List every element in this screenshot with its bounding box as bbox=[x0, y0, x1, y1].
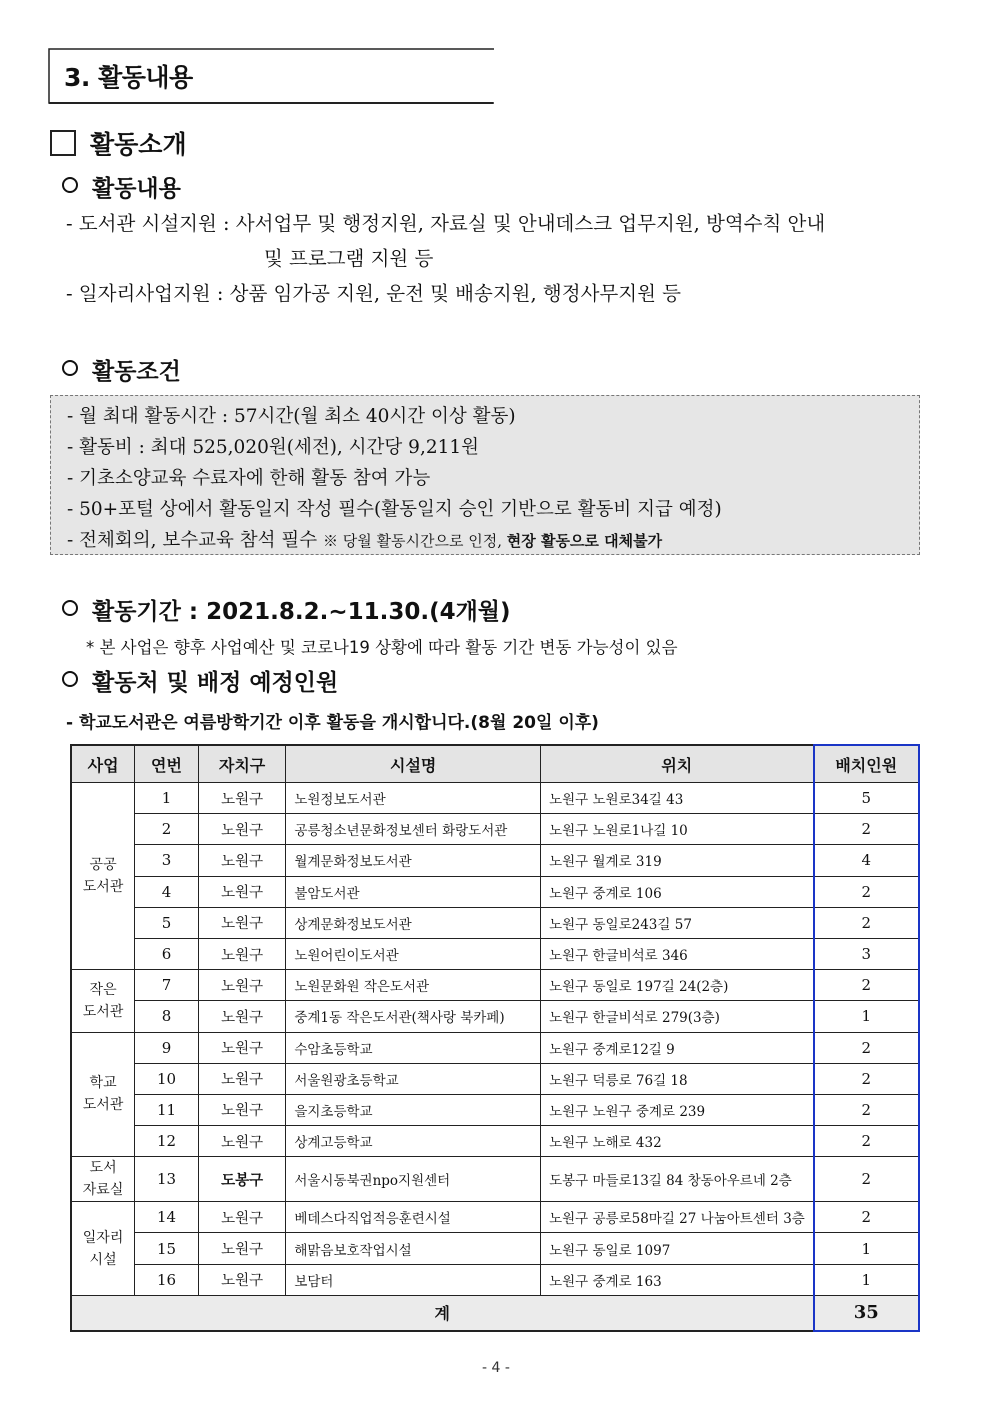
places-subnote: - 학교도서관은 여름방학기간 이후 활동을 개시합니다.(8월 20일 이후) bbox=[66, 713, 599, 733]
row-location: 노원구 한글비석로 279(3층) bbox=[541, 1001, 814, 1032]
row-location: 노원구 노원로34길 43 bbox=[541, 783, 814, 814]
row-facility: 서울원광초등학교 bbox=[286, 1063, 541, 1094]
row-no: 3 bbox=[135, 845, 199, 876]
row-district: 노원구 bbox=[198, 1202, 285, 1233]
row-location: 노원구 동일로243길 57 bbox=[541, 907, 814, 938]
page-number: - 4 - bbox=[482, 1360, 510, 1376]
content-heading: 활동내용 bbox=[62, 170, 181, 203]
row-location: 노원구 공릉로58마길 27 나눔아트센터 3층 bbox=[541, 1202, 814, 1233]
table-header-row bbox=[71, 745, 919, 783]
row-district: 노원구 bbox=[198, 1233, 285, 1264]
group-label: 시설 bbox=[89, 1251, 117, 1268]
group-label: 도서관 bbox=[82, 879, 124, 896]
row-facility: 해맑음보호작업시설 bbox=[286, 1233, 541, 1264]
row-district: 노원구 bbox=[198, 1126, 285, 1157]
table-row bbox=[71, 1001, 919, 1032]
table-row bbox=[71, 1157, 919, 1202]
header-count: 배치인원 bbox=[814, 745, 919, 783]
row-location: 노원구 중계로 163 bbox=[541, 1264, 814, 1295]
row-facility: 월계문화정보도서관 bbox=[286, 845, 541, 876]
row-location: 노원구 중계로12길 9 bbox=[541, 1032, 814, 1063]
group-label: 자료실 bbox=[82, 1182, 124, 1199]
row-count: 1 bbox=[814, 1001, 919, 1032]
row-facility: 서울시동북권npo지원센터 bbox=[286, 1157, 541, 1202]
row-facility: 상계문화정보도서관 bbox=[286, 907, 541, 938]
square-icon bbox=[50, 130, 76, 156]
table-row bbox=[71, 1202, 919, 1233]
row-facility: 불암도서관 bbox=[286, 876, 541, 907]
group-label: 작은 bbox=[89, 981, 117, 998]
header-location: 위치 bbox=[541, 745, 814, 783]
row-facility: 보담터 bbox=[286, 1264, 541, 1295]
row-location: 노원구 중계로 106 bbox=[541, 876, 814, 907]
group-cell-archive bbox=[71, 1157, 135, 1202]
row-location: 노원구 동일로 1097 bbox=[541, 1233, 814, 1264]
group-cell-school bbox=[71, 1032, 135, 1157]
section-title-banner bbox=[48, 48, 494, 104]
intro-line-1: - 도서관 시설지원 : 사서업무 및 행정지원, 자료실 및 안내데스크 업무지원, 방역수칙 안내 bbox=[66, 212, 826, 235]
placement-table bbox=[70, 744, 920, 1332]
circle-bullet-icon bbox=[62, 671, 78, 687]
group-cell-small bbox=[71, 970, 135, 1032]
row-facility: 노원문화원 작은도서관 bbox=[286, 970, 541, 1001]
header-business: 사업 bbox=[71, 745, 135, 783]
intro-line-3: - 일자리사업지원 : 상품 임가공 지원, 운전 및 배송지원, 행정사무지원 등 bbox=[66, 282, 681, 305]
row-district: 노원구 bbox=[198, 1032, 285, 1063]
row-no: 11 bbox=[135, 1094, 199, 1125]
row-location: 노원구 월계로 319 bbox=[541, 845, 814, 876]
table-row bbox=[71, 970, 919, 1001]
total-value: 35 bbox=[814, 1295, 919, 1331]
row-count: 2 bbox=[814, 907, 919, 938]
row-count: 2 bbox=[814, 1032, 919, 1063]
conditions-heading: 활동조건 bbox=[62, 353, 181, 386]
row-count: 2 bbox=[814, 1126, 919, 1157]
row-no: 13 bbox=[135, 1157, 199, 1202]
row-facility: 수암초등학교 bbox=[286, 1032, 541, 1063]
table-total-row bbox=[71, 1295, 919, 1331]
condition-line-4: - 50+포털 상에서 활동일지 작성 필수(활동일지 승인 기반으로 활동비 지급 예정) bbox=[67, 499, 722, 520]
row-district: 노원구 bbox=[198, 1264, 285, 1295]
row-location: 노원구 동일로 197길 24(2층) bbox=[541, 970, 814, 1001]
row-no: 12 bbox=[135, 1126, 199, 1157]
table-row bbox=[71, 1233, 919, 1264]
row-no: 14 bbox=[135, 1202, 199, 1233]
row-facility: 중계1동 작은도서관(책사랑 북카페) bbox=[286, 1001, 541, 1032]
row-district: 노원구 bbox=[198, 814, 285, 845]
table-row bbox=[71, 783, 919, 814]
header-district: 자치구 bbox=[198, 745, 285, 783]
row-no: 10 bbox=[135, 1063, 199, 1094]
row-district: 도봉구 bbox=[198, 1157, 285, 1202]
row-location: 노원구 한글비석로 346 bbox=[541, 938, 814, 969]
row-district: 노원구 bbox=[198, 907, 285, 938]
group-cell-jobs bbox=[71, 1202, 135, 1296]
row-no: 5 bbox=[135, 907, 199, 938]
table-row bbox=[71, 845, 919, 876]
row-no: 2 bbox=[135, 814, 199, 845]
row-facility: 상계고등학교 bbox=[286, 1126, 541, 1157]
table-row bbox=[71, 1264, 919, 1295]
row-count: 2 bbox=[814, 876, 919, 907]
intro-line-2: 및 프로그램 지원 등 bbox=[264, 247, 434, 270]
row-count: 2 bbox=[814, 814, 919, 845]
section-title: 3. 활동내용 bbox=[64, 63, 193, 92]
table-row bbox=[71, 814, 919, 845]
period-heading: 활동기간 : 2021.8.2.~11.30.(4개월) bbox=[62, 593, 511, 626]
group-cell-public bbox=[71, 783, 135, 970]
row-location: 도봉구 마들로13길 84 창동아우르네 2층 bbox=[541, 1157, 814, 1202]
row-district: 노원구 bbox=[198, 938, 285, 969]
places-heading: 활동처 및 배정 예정인원 bbox=[62, 664, 338, 697]
row-count: 2 bbox=[814, 1202, 919, 1233]
group-label: 일자리 bbox=[82, 1229, 124, 1246]
table-row bbox=[71, 907, 919, 938]
row-location: 노원구 덕릉로 76길 18 bbox=[541, 1063, 814, 1094]
row-district: 노원구 bbox=[198, 1094, 285, 1125]
circle-bullet-icon bbox=[62, 177, 78, 193]
row-count: 1 bbox=[814, 1264, 919, 1295]
row-district: 노원구 bbox=[198, 876, 285, 907]
row-district: 노원구 bbox=[198, 970, 285, 1001]
group-label: 학교 bbox=[89, 1075, 117, 1092]
conditions-box bbox=[50, 395, 920, 555]
row-location: 노원구 노원구 중계로 239 bbox=[541, 1094, 814, 1125]
circle-bullet-icon bbox=[62, 360, 78, 376]
row-no: 16 bbox=[135, 1264, 199, 1295]
table-row bbox=[71, 876, 919, 907]
row-count: 2 bbox=[814, 970, 919, 1001]
row-count: 1 bbox=[814, 1233, 919, 1264]
row-count: 5 bbox=[814, 783, 919, 814]
group-label: 도서관 bbox=[82, 1003, 124, 1020]
row-facility: 을지초등학교 bbox=[286, 1094, 541, 1125]
header-facility: 시설명 bbox=[286, 745, 541, 783]
row-district: 노원구 bbox=[198, 1063, 285, 1094]
row-no: 9 bbox=[135, 1032, 199, 1063]
row-location: 노원구 노해로 432 bbox=[541, 1126, 814, 1157]
condition-line-3: - 기초소양교육 수료자에 한해 활동 참여 가능 bbox=[67, 468, 431, 489]
period-note: * 본 사업은 향후 사업예산 및 코로나19 상황에 따라 활동 기간 변동 가능성이 있음 bbox=[86, 638, 678, 657]
row-no: 6 bbox=[135, 938, 199, 969]
condition-line-1: - 월 최대 활동시간 : 57시간(월 최소 40시간 이상 활동) bbox=[67, 406, 516, 427]
table-row bbox=[71, 1094, 919, 1125]
group-label: 공공 bbox=[89, 857, 117, 874]
header-no: 연번 bbox=[135, 745, 199, 783]
row-count: 2 bbox=[814, 1094, 919, 1125]
row-no: 7 bbox=[135, 970, 199, 1001]
row-no: 15 bbox=[135, 1233, 199, 1264]
condition-line-5: - 전체회의, 보수교육 참석 필수 ※ 당월 활동시간으로 인정, 현장 활동으로 대체불가 bbox=[67, 530, 663, 551]
row-facility: 공릉청소년문화정보센터 화랑도서관 bbox=[286, 814, 541, 845]
row-facility: 베데스다직업적응훈련시설 bbox=[286, 1202, 541, 1233]
row-no: 4 bbox=[135, 876, 199, 907]
table-row bbox=[71, 938, 919, 969]
row-district: 노원구 bbox=[198, 783, 285, 814]
table-row bbox=[71, 1126, 919, 1157]
table-row bbox=[71, 1032, 919, 1063]
row-count: 2 bbox=[814, 1157, 919, 1202]
row-no: 8 bbox=[135, 1001, 199, 1032]
table-row bbox=[71, 1063, 919, 1094]
row-location: 노원구 노원로1나길 10 bbox=[541, 814, 814, 845]
total-label: 계 bbox=[71, 1295, 814, 1331]
row-district: 노원구 bbox=[198, 845, 285, 876]
row-facility: 노원정보도서관 bbox=[286, 783, 541, 814]
intro-heading: 활동소개 bbox=[50, 125, 187, 161]
row-count: 4 bbox=[814, 845, 919, 876]
circle-bullet-icon bbox=[62, 600, 78, 616]
row-no: 1 bbox=[135, 783, 199, 814]
condition-line-2: - 활동비 : 최대 525,020원(세전), 시간당 9,211원 bbox=[67, 437, 480, 458]
group-label: 도서관 bbox=[82, 1097, 124, 1114]
row-count: 2 bbox=[814, 1063, 919, 1094]
group-label: 도서 bbox=[89, 1160, 117, 1177]
row-district: 노원구 bbox=[198, 1001, 285, 1032]
row-facility: 노원어린이도서관 bbox=[286, 938, 541, 969]
row-count: 3 bbox=[814, 938, 919, 969]
